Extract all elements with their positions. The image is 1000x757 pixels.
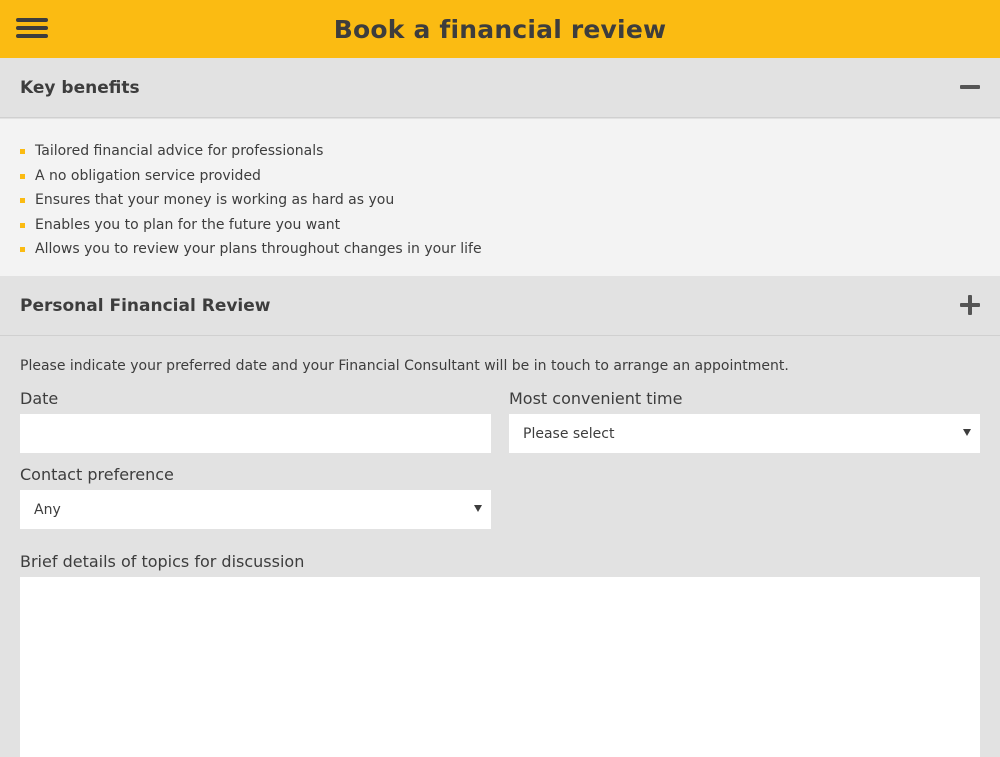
review-form (0, 337, 1000, 750)
list-item (20, 188, 980, 213)
dropdown-arrow-icon (474, 505, 482, 512)
menu-bar-top (16, 18, 48, 22)
time-select-value: Please select (523, 425, 615, 442)
personal-review-header[interactable] (0, 276, 1000, 336)
key-benefits-panel (0, 119, 1000, 276)
personal-review-title: Personal Financial Review (20, 295, 271, 316)
contact-label: Contact preference (20, 465, 174, 484)
date-label: Date (20, 389, 59, 408)
app-header (0, 0, 1000, 58)
benefit-text: Enables you to plan for the future you want (35, 216, 341, 233)
topics-label: Brief details of topics for discussion (20, 552, 305, 571)
bullet-icon (20, 223, 25, 228)
dropdown-arrow-icon (963, 429, 971, 436)
bullet-icon (20, 247, 25, 252)
plus-icon[interactable] (960, 295, 980, 315)
benefit-text: A no obligation service provided (35, 167, 261, 184)
minus-bar (960, 85, 980, 89)
bullet-icon (20, 174, 25, 179)
minus-icon[interactable] (960, 77, 980, 97)
benefit-text: Ensures that your money is working as hard as you (35, 192, 395, 208)
bullet-icon (20, 198, 25, 203)
hamburger-menu-icon[interactable] (14, 14, 50, 42)
time-label: Most convenient time (509, 389, 683, 408)
list-item (20, 213, 980, 238)
key-benefits-title: Key benefits (20, 77, 140, 98)
time-select[interactable] (509, 414, 980, 453)
contact-select[interactable] (20, 490, 491, 529)
form-intro-text: Please indicate your preferred date and your Financial Consultant will be in touch to arrange an appointment. (20, 358, 789, 374)
plus-bar-vertical (968, 295, 972, 315)
page-title: Book a financial review (333, 14, 667, 44)
list-item (20, 139, 980, 164)
list-item (20, 164, 980, 189)
menu-bar-middle (16, 26, 48, 30)
date-input[interactable] (20, 414, 491, 453)
benefit-text: Allows you to review your plans throughout changes in your life (35, 241, 482, 257)
bullet-icon (20, 149, 25, 154)
menu-bar-bottom (16, 34, 48, 38)
list-item (20, 237, 980, 262)
key-benefits-header[interactable] (0, 58, 1000, 118)
benefits-list (20, 139, 980, 262)
topics-textarea[interactable] (20, 577, 980, 757)
contact-select-value: Any (34, 501, 61, 518)
benefit-text: Tailored financial advice for professionals (35, 143, 324, 159)
